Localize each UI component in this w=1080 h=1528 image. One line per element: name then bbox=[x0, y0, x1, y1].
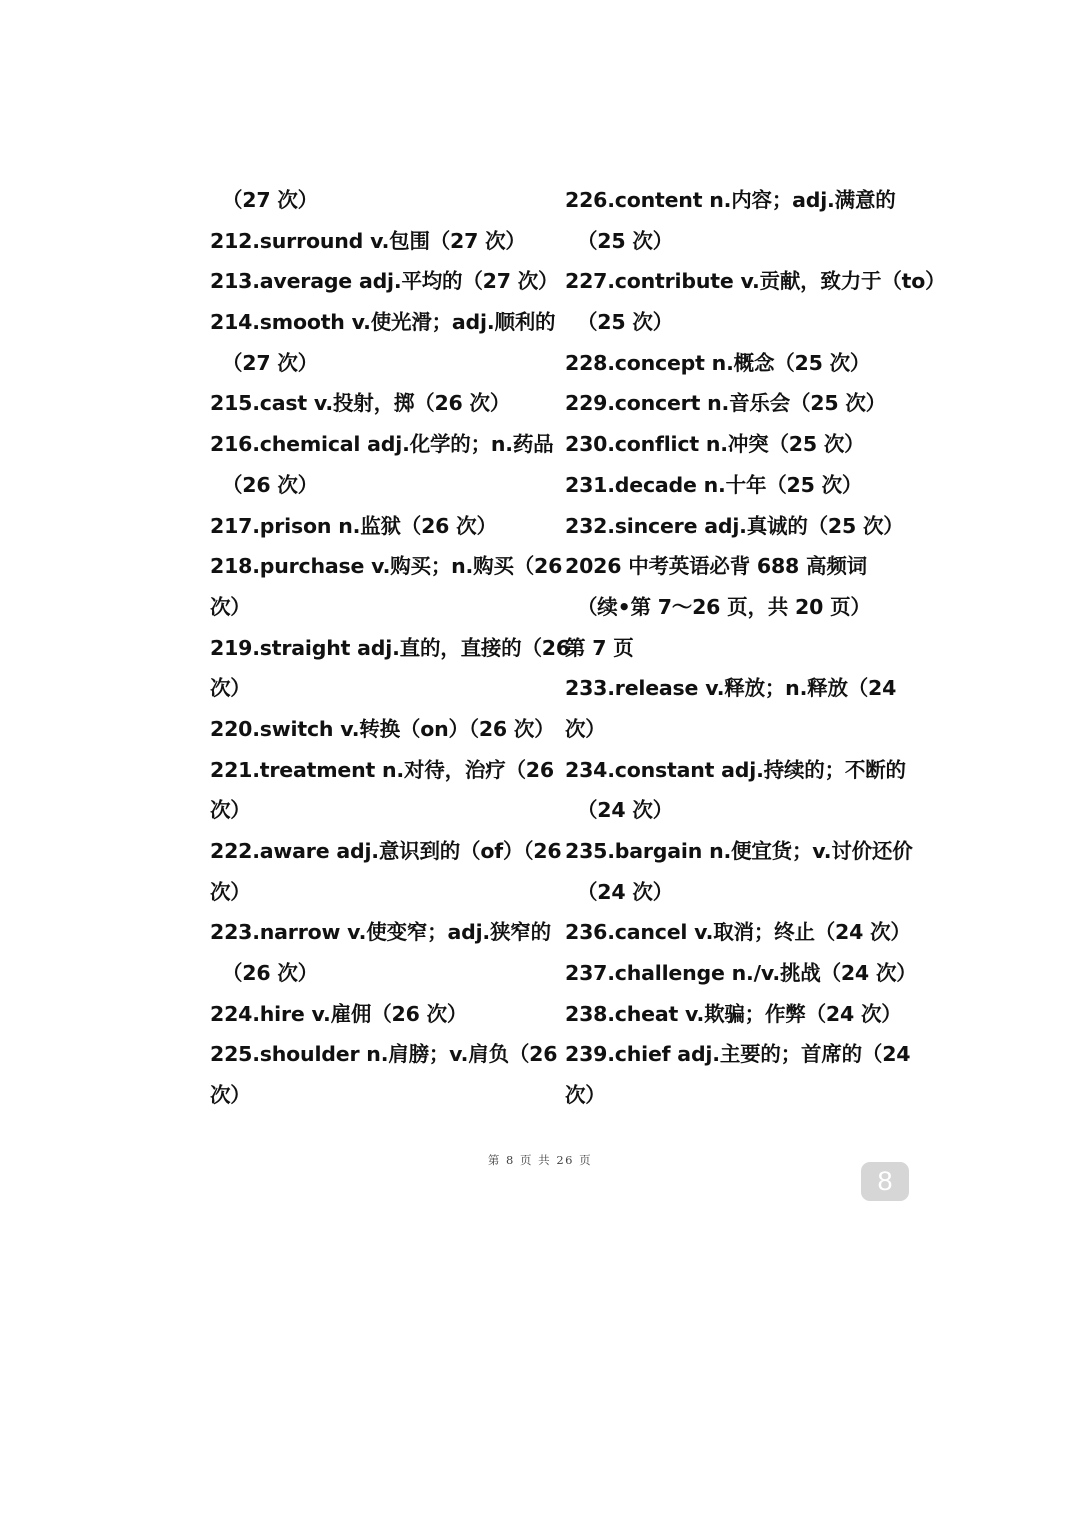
vocab-line: 2026 中考英语必背 688 高频词 bbox=[565, 554, 867, 579]
vocab-line: 217.prison n.监狱（26 次） bbox=[210, 513, 497, 538]
page-footer: 第 8 页 共 26 页 bbox=[487, 1153, 593, 1167]
vocab-line: 231.decade n.十年（25 次） bbox=[565, 472, 863, 497]
vocab-line: 237.challenge n./v.挑战（24 次） bbox=[565, 961, 917, 986]
vocab-line: 222.aware adj.意识到的（of）（26 bbox=[210, 839, 562, 863]
vocab-line: 229.concert n.音乐会（25 次） bbox=[565, 391, 886, 416]
vocab-line: 218.purchase v.购买；n.购买（26 bbox=[210, 554, 563, 579]
vocab-line: 216.chemical adj.化学的；n.药品 bbox=[210, 432, 554, 457]
vocab-line: （27 次） bbox=[222, 188, 318, 212]
vocab-line: 228.concept n.概念（25 次） bbox=[565, 350, 871, 375]
vocab-line: 233.release v.释放；n.释放（24 bbox=[565, 676, 897, 701]
vocab-line: 239.chief adj.主要的；首席的（24 bbox=[565, 1042, 911, 1067]
vocab-line: （25 次） bbox=[577, 310, 673, 335]
page-number-badge: 8 bbox=[861, 1162, 909, 1201]
vocab-line: 230.conflict n.冲突（25 次） bbox=[565, 432, 865, 457]
vocab-line: 次） bbox=[210, 798, 251, 823]
vocab-line: 次） bbox=[210, 1083, 251, 1108]
vocab-line: 次） bbox=[210, 676, 251, 701]
vocab-line: 220.switch v.转换（on）（26 次） bbox=[210, 716, 555, 741]
vocab-line: 212.surround v.包围（27 次） bbox=[210, 228, 526, 253]
left-column bbox=[210, 180, 570, 1116]
vocab-line: 236.cancel v.取消；终止（24 次） bbox=[565, 920, 911, 945]
vocab-line: 224.hire v.雇佣（26 次） bbox=[210, 1001, 468, 1026]
vocab-line: 232.sincere adj.真诚的（25 次） bbox=[565, 513, 904, 538]
vocab-line: 次） bbox=[565, 1083, 606, 1108]
vocab-line: 225.shoulder n.肩膀；v.肩负（26 bbox=[210, 1042, 558, 1067]
vocab-line: 223.narrow v.使变窄；adj.狭窄的 bbox=[210, 920, 551, 945]
vocab-line: 次） bbox=[565, 716, 606, 741]
right-column bbox=[565, 180, 946, 1116]
vocab-line: 215.cast v.投射，掷（26 次） bbox=[210, 391, 511, 416]
vocab-line: 227.contribute v.贡献，致力于（to） bbox=[565, 269, 946, 294]
vocab-line: 第 7 页 bbox=[565, 635, 634, 660]
vocab-line: 213.average adj.平均的（27 次） bbox=[210, 269, 559, 294]
vocab-line: 235.bargain n.便宜货；v.讨价还价 bbox=[565, 839, 913, 863]
vocab-line: （24 次） bbox=[577, 879, 673, 904]
vocab-line: 226.content n.内容；adj.满意的 bbox=[565, 188, 896, 212]
vocab-line: （26 次） bbox=[222, 472, 318, 497]
vocab-line: （续•第 7～26 页，共 20 页） bbox=[577, 594, 871, 619]
vocab-line: 219.straight adj.直的，直接的（26 bbox=[210, 635, 570, 660]
vocab-line: 238.cheat v.欺骗；作弊（24 次） bbox=[565, 1001, 902, 1026]
vocab-line: 221.treatment n.对待，治疗（26 bbox=[210, 757, 554, 782]
vocab-line: 214.smooth v.使光滑；adj.顺利的 bbox=[210, 310, 556, 335]
vocab-line: 次） bbox=[210, 594, 251, 619]
vocab-line: 次） bbox=[210, 879, 251, 904]
vocab-line: 234.constant adj.持续的；不断的 bbox=[565, 757, 906, 782]
vocab-line: （25 次） bbox=[577, 228, 673, 253]
vocab-line: （24 次） bbox=[577, 798, 673, 823]
vocab-line: （26 次） bbox=[222, 961, 318, 986]
vocab-line: （27 次） bbox=[222, 350, 318, 375]
